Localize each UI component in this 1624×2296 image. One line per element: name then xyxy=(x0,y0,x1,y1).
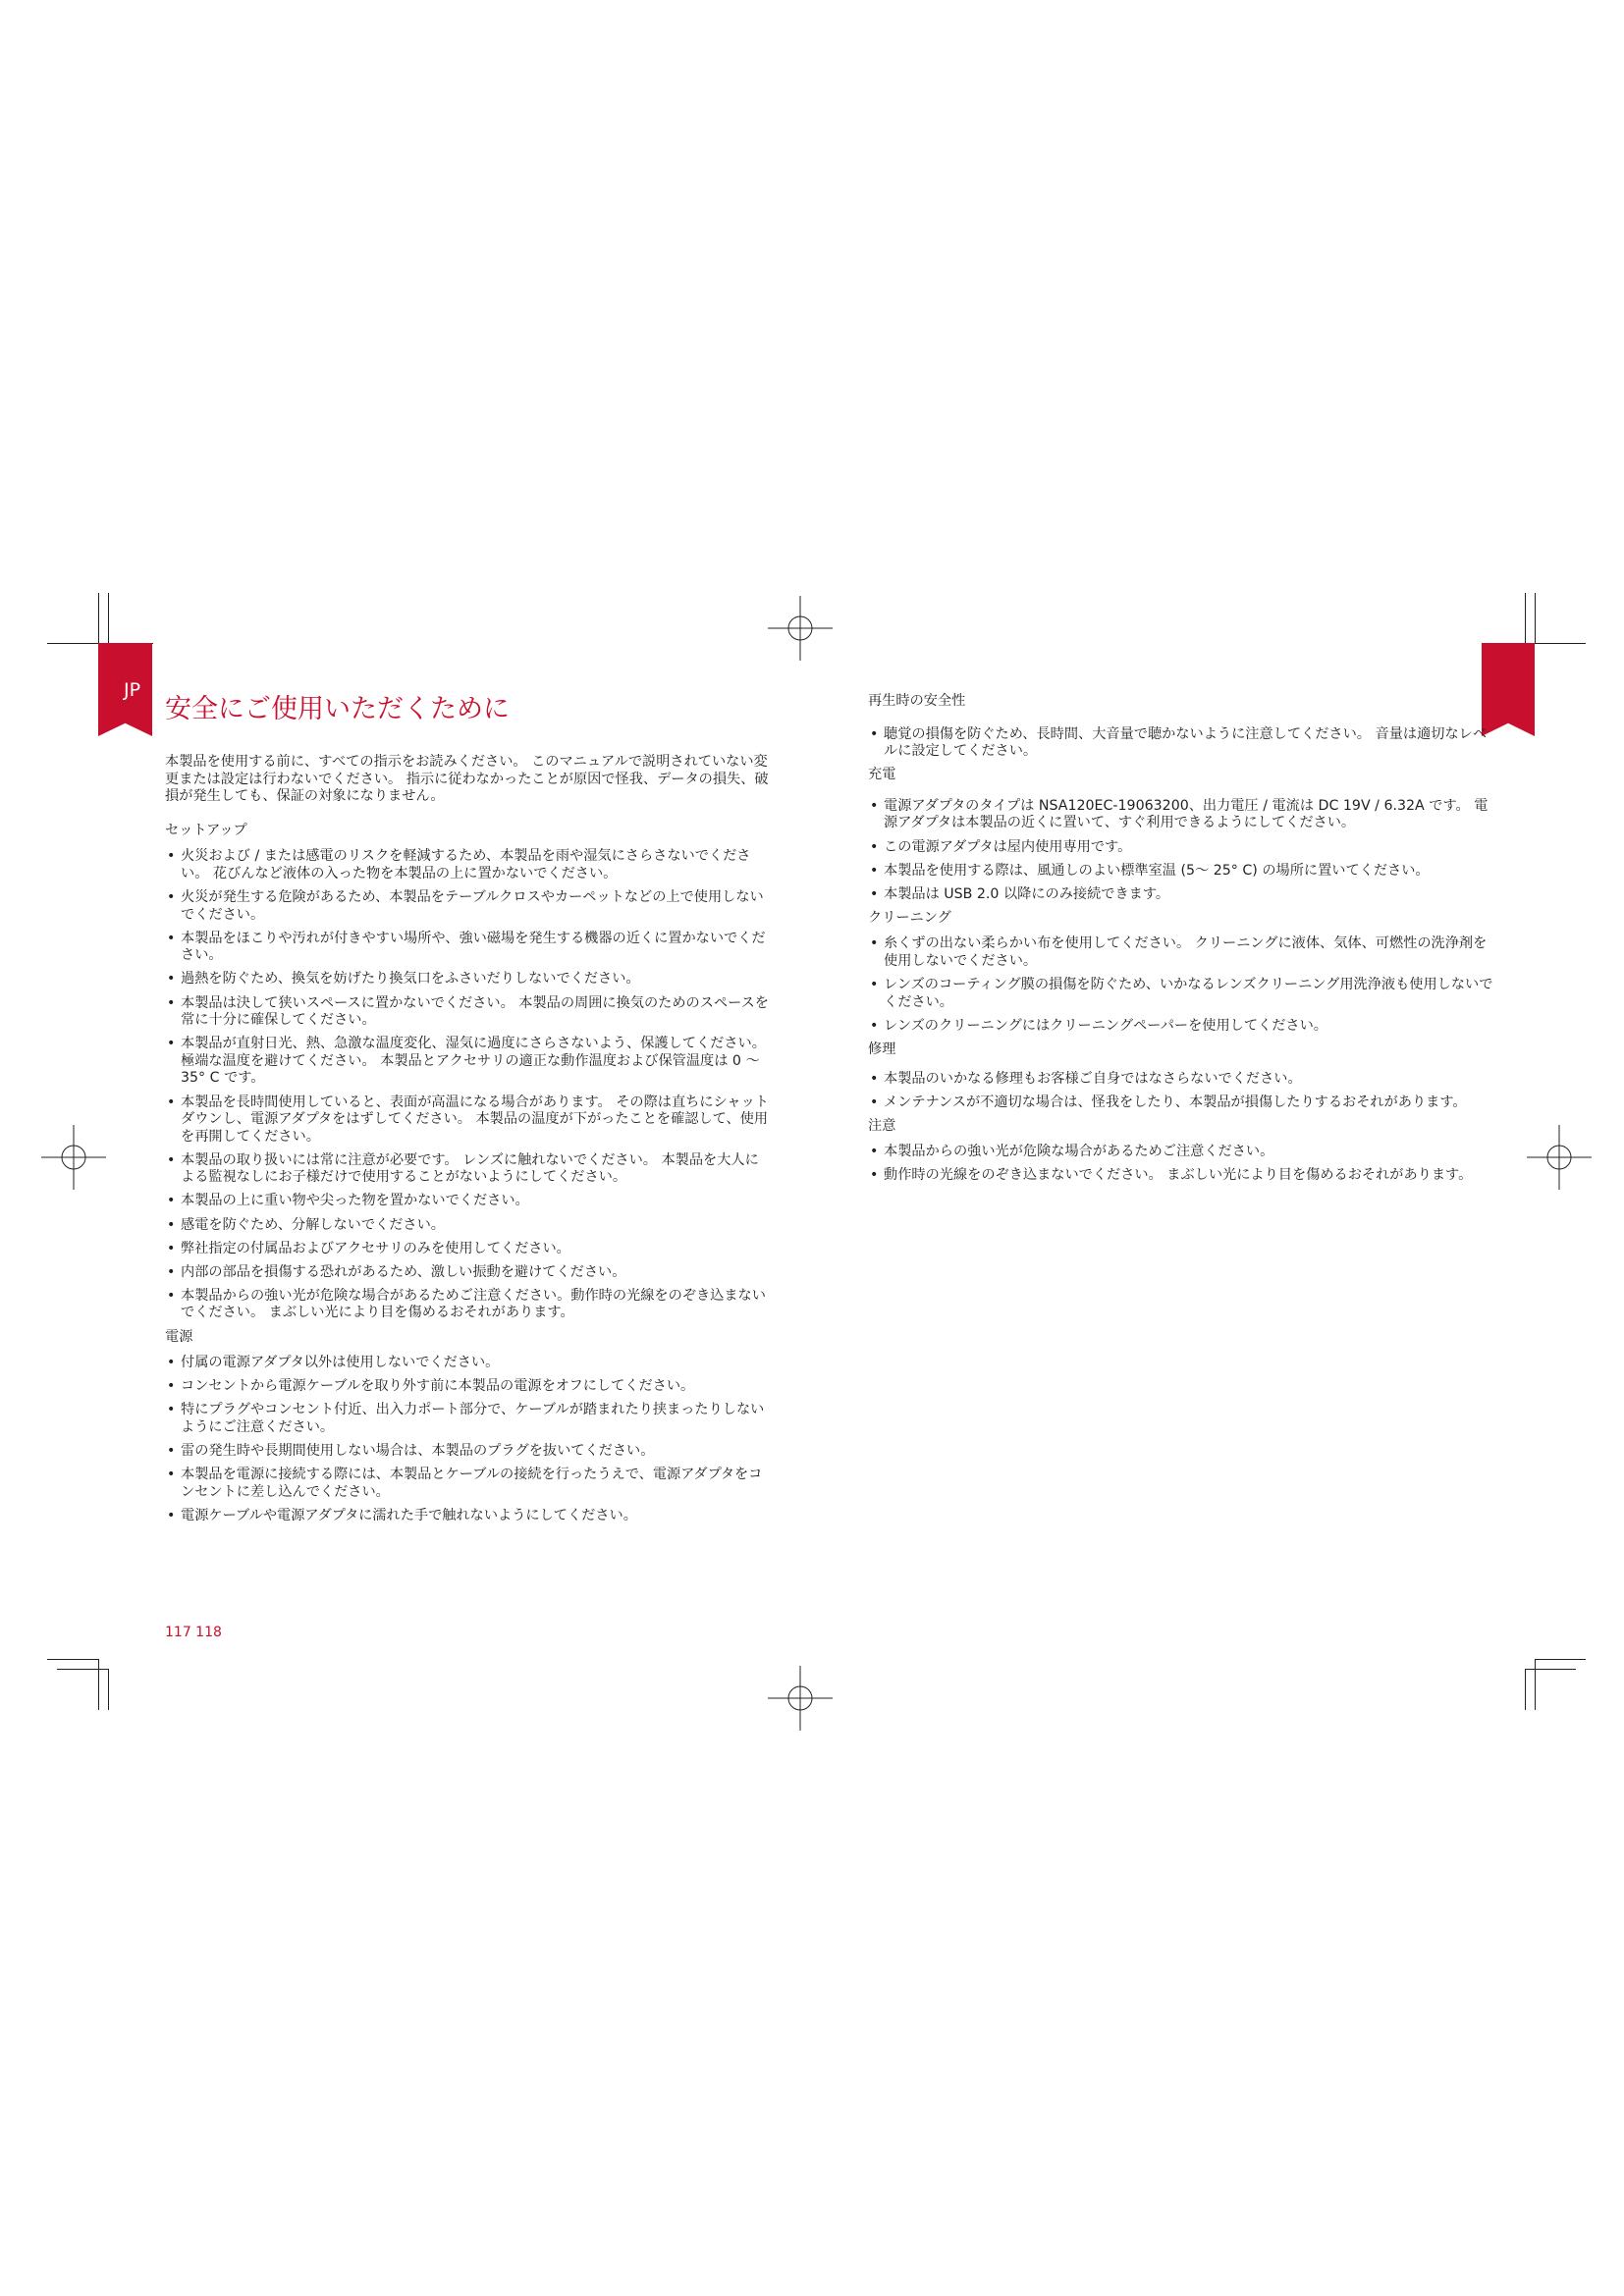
crop-mark xyxy=(1525,1669,1576,1670)
list-item: • 過熱を防ぐため、換気を妨げたり換気口をふさいだりしないでください。 xyxy=(165,971,771,988)
list-item: • 聴覚の損傷を防ぐため、長時間、大音量で聴かないように注意してください。 音量は適切なレベルに設定してください。 xyxy=(868,726,1496,761)
crop-mark xyxy=(108,593,109,644)
page-title: 安全にご使用いただくために xyxy=(165,694,510,724)
list-item: • レンズのクリーニングにはクリーニングペーパーを使用してください。 xyxy=(868,1018,1496,1036)
registration-mark xyxy=(768,596,833,661)
language-label: JP xyxy=(124,679,141,701)
playback-list xyxy=(868,726,1496,761)
list-item: • 付属の電源アダプタ以外は使用しないでください。 xyxy=(165,1355,771,1372)
section-heading-charging: 充電 xyxy=(868,767,896,783)
list-item: • 雷の発生時や長期間使用しない場合は、本製品のプラグを抜いてください。 xyxy=(165,1443,771,1461)
charging-list xyxy=(868,798,1496,903)
section-heading-setup: セットアップ xyxy=(165,822,247,838)
crop-mark xyxy=(1525,593,1526,644)
list-item: • コンセントから電源ケーブルを取り外す前に本製品の電源をオフにしてください。 xyxy=(165,1378,771,1396)
cleaning-list xyxy=(868,935,1496,1035)
list-item: • 電源アダプタのタイプは NSA120EC-19063200、出力電圧 / 電流は DC 19V / 6.32A です。 電源アダプタは本製品の近くに置いて、すぐ利用できるようにしてください。 xyxy=(868,798,1496,832)
list-item: • 糸くずの出ない柔らかい布を使用してください。 クリーニングに液体、気体、可燃性の洗浄剤を使用しないでください。 xyxy=(868,935,1496,970)
power-list xyxy=(165,1355,771,1524)
crop-mark xyxy=(1525,1669,1526,1710)
list-item: • 本製品は USB 2.0 以降にのみ接続できます。 xyxy=(868,886,1496,904)
section-heading-repair: 修理 xyxy=(868,1041,896,1057)
list-item: • 本製品を電源に接続する際には、本製品とケーブルの接続を行ったうえで、電源アダプタをコンセントに差し込んでください。 xyxy=(165,1467,771,1501)
registration-mark xyxy=(768,1666,833,1731)
list-item: • 本製品を使用する際は、風通しのよい標準室温 (5〜 25° C) の場所に置いてください。 xyxy=(868,863,1496,881)
list-item: • 本製品のいかなる修理もお客様ご自身ではなさらないでください。 xyxy=(868,1071,1496,1089)
crop-mark xyxy=(47,643,98,644)
list-item: • 本製品の上に重い物や尖った物を置かないでください。 xyxy=(165,1193,771,1210)
crop-mark xyxy=(98,1659,99,1710)
list-item: • 動作時の光線をのぞき込まないでください。 まぶしい光により目を傷めるおそれがあります。 xyxy=(868,1167,1496,1185)
list-item: • 本製品をほこりや汚れが付きやすい場所や、強い磁場を発生する機器の近くに置かないでください。 xyxy=(165,931,771,965)
list-item: • レンズのコーティング膜の損傷を防ぐため、いかなるレンズクリーニング用洗浄液も使用しないでください。 xyxy=(868,977,1496,1011)
list-item: • 電源ケーブルや電源アダプタに濡れた手で触れないようにしてください。 xyxy=(165,1508,771,1525)
list-item: • 本製品からの強い光が危険な場合があるためご注意ください。動作時の光線をのぞき込まないでください。 まぶしい光により目を傷めるおそれがあります。 xyxy=(165,1288,771,1322)
list-item: • 本製品が直射日光、熱、急激な温度変化、湿気に過度にさらさないよう、保護してください。 極端な温度を避けてください。 本製品とアクセサリの適正な動作温度および保管温度は 0 〜 35° C です。 xyxy=(165,1036,771,1088)
list-item: • 感電を防ぐため、分解しないでください。 xyxy=(165,1217,771,1235)
registration-mark xyxy=(41,1125,106,1190)
list-item: • この電源アダプタは屋内使用専用です。 xyxy=(868,839,1496,857)
crop-mark xyxy=(1535,593,1536,643)
left-column xyxy=(165,754,771,1531)
list-item: • 本製品からの強い光が危険な場合があるためご注意ください。 xyxy=(868,1144,1496,1161)
list-item: • 本製品は決して狭いスペースに置かないでください。 本製品の周囲に換気のためのスペースを常に十分に確保してください。 xyxy=(165,995,771,1030)
setup-list xyxy=(165,848,771,1322)
list-item: • 火災が発生する危険があるため、本製品をテーブルクロスやカーペットなどの上で使用しないでください。 xyxy=(165,889,771,924)
section-heading-power: 電源 xyxy=(165,1328,193,1345)
list-item: • 特にプラグやコンセント付近、出入力ポート部分で、ケーブルが踏まれたり挟まったりしないようにご注意ください。 xyxy=(165,1402,771,1436)
list-item: • 弊社指定の付属品およびアクセサリのみを使用してください。 xyxy=(165,1241,771,1258)
crop-mark xyxy=(98,593,99,643)
section-heading-caution: 注意 xyxy=(868,1117,896,1134)
crop-mark xyxy=(108,1669,109,1710)
crop-mark xyxy=(1535,643,1586,644)
crop-mark xyxy=(1535,1659,1586,1660)
page-numbers: 117 118 xyxy=(165,1625,222,1640)
right-column xyxy=(868,693,1496,1191)
crop-mark xyxy=(57,1669,108,1670)
list-item: • メンテナンスが不適切な場合は、怪我をしたり、本製品が損傷したりするおそれがあります。 xyxy=(868,1095,1496,1112)
section-heading-cleaning: クリーニング xyxy=(868,909,951,926)
list-item: • 本製品の取り扱いには常に注意が必要です。 レンズに触れないでください。 本製品を大人による監視なしにお子様だけで使用することがないようにしてください。 xyxy=(165,1152,771,1187)
list-item: • 火災および / または感電のリスクを軽減するため、本製品を雨や湿気にさらさないでください。 花びんなど液体の入った物を本製品の上に置かないでください。 xyxy=(165,848,771,882)
repair-list xyxy=(868,1071,1496,1112)
list-item: • 内部の部品を損傷する恐れがあるため、激しい振動を避けてください。 xyxy=(165,1264,771,1282)
list-item: • 本製品を長時間使用していると、表面が高温になる場合があります。 その際は直ちにシャットダウンし、電源アダプタをはずしてください。 本製品の温度が下がったことを確認して、使用を再開してください。 xyxy=(165,1095,771,1147)
crop-mark xyxy=(47,1659,98,1660)
caution-list xyxy=(868,1144,1496,1185)
section-heading-playback: 再生時の安全性 xyxy=(868,693,966,709)
intro-paragraph: 本製品を使用する前に、すべての指示をお読みください。 このマニュアルで説明されていない変更または設定は行わないでください。 指示に従わなかったことが原因で怪我、データの損失、破損が発生しても、保証の対象になりません。 xyxy=(165,754,769,805)
crop-mark xyxy=(1535,1659,1536,1710)
registration-mark xyxy=(1527,1125,1592,1190)
